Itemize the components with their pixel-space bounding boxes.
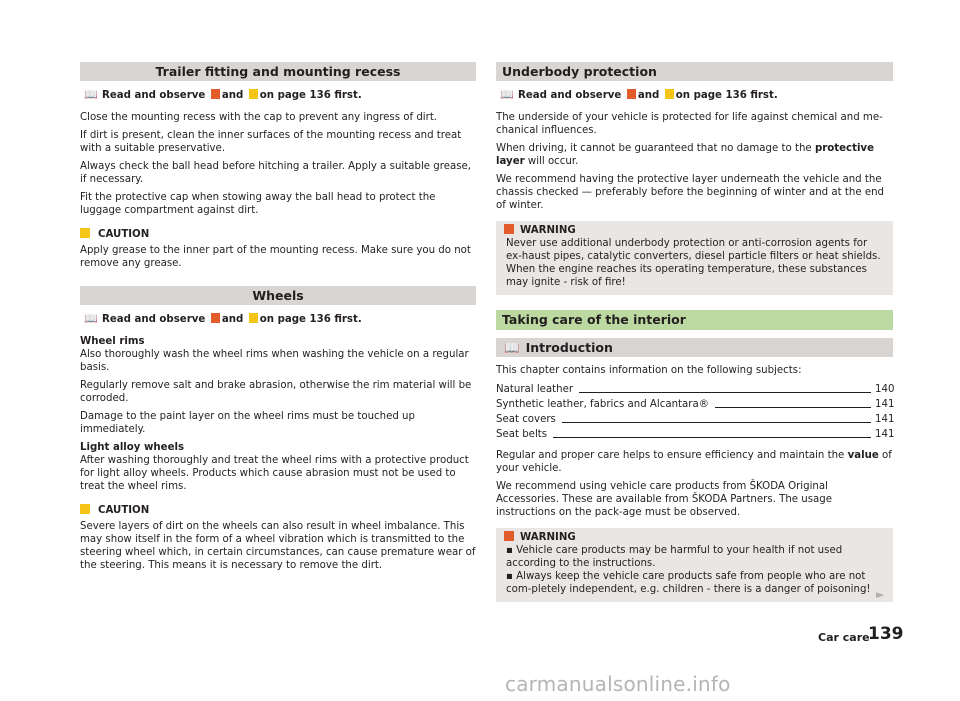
warning-heading: WARNING [504, 531, 885, 544]
caution-icon [80, 504, 90, 514]
caution-text: Severe layers of dirt on the wheels can also result in wheel imbalance. This may show itself in the form of a wheel vibration which is transmitted to the steering wheel which, in certain circumstances, can cause premature wear of the steering. This means it is necessary to remove the dirt. [80, 521, 476, 571]
page-reference-link[interactable]: on page 136 first. [259, 314, 362, 325]
caution-icon[interactable] [665, 89, 674, 99]
footer-section-label: Car care [818, 631, 870, 644]
right-column [496, 62, 893, 602]
subheading-wheel-rims: Wheel rims [80, 336, 145, 347]
page-reference-link[interactable]: on page 136 first. [259, 90, 362, 101]
warning-icon[interactable] [211, 89, 220, 99]
paragraph: Regular and proper care helps to ensure efficiency and maintain the value of your vehicle. [496, 450, 892, 474]
read-observe-text: Read and observe [102, 314, 206, 325]
paragraph: If dirt is present, clean the inner surfaces of the mounting recess and treat with a suitable preservative. [80, 130, 462, 154]
read-observe-line [80, 312, 476, 326]
paragraph: Also thoroughly wash the wheel rims when washing the vehicle on a regular basis. [80, 349, 469, 373]
toc-list [496, 381, 893, 441]
warning-icon[interactable] [211, 313, 220, 323]
toc-item[interactable]: Natural leather 140 [496, 384, 895, 395]
warning-icon [504, 224, 514, 234]
caution-heading [80, 228, 476, 241]
section-title-wheels: Wheels [80, 286, 476, 305]
paragraph: Fit the protective cap when stowing away the ball head to protect the luggage compartment against dirt. [80, 192, 436, 216]
warning-bullet: ▪ Vehicle care products may be harmful to your health if not used according to the instructions. [506, 545, 843, 569]
warning-box [496, 528, 893, 602]
read-observe-line [80, 88, 476, 102]
read-observe-text: Read and observe [518, 90, 622, 101]
read-and-text: and [221, 314, 244, 325]
page-number: 139 [868, 624, 904, 644]
paragraph: The underside of your vehicle is protected for life against chemical and me-chanical influences. [496, 112, 883, 136]
read-and-text: and [221, 90, 244, 101]
paragraph: Always check the ball head before hitching a trailer. Apply a suitable grease, if necessary. [80, 161, 472, 185]
paragraph: We recommend having the protective layer underneath the vehicle and the chassis checked — preferably before the beginning of winter and at the end of winter. [496, 174, 885, 211]
paragraph: When driving, it cannot be guaranteed that no damage to the protective layer will occur. [496, 143, 874, 167]
caution-label: CAUTION [98, 505, 150, 516]
left-column [80, 62, 476, 572]
section-title-trailer: Trailer fitting and mounting recess [80, 62, 476, 81]
paragraph: Regularly remove salt and brake abrasion, otherwise the rim material will be corroded. [80, 380, 472, 404]
book-icon: 📖 [500, 88, 514, 101]
warning-icon[interactable] [627, 89, 636, 99]
warning-bullet: ▪ Always keep the vehicle care products safe from people who are not com-pletely independent, e.g. children - there is a danger of poisoning! [506, 571, 871, 595]
continue-arrow-icon: ► [876, 588, 885, 601]
read-observe-text: Read and observe [102, 90, 206, 101]
section-title-interior: Taking care of the interior [496, 310, 893, 330]
paragraph: Close the mounting recess with the cap to prevent any ingress of dirt. [80, 112, 438, 123]
caution-heading [80, 504, 476, 517]
toc-item[interactable]: Seat covers 141 [496, 414, 895, 425]
book-icon: 📖 [84, 88, 98, 101]
paragraph: We recommend using vehicle care products from ŠKODA Original Accessories. These are available from ŠKODA Partners. The usage instructions on the pack-age must be observed. [496, 481, 833, 518]
warning-text: Never use additional underbody protection or anti-corrosion agents for ex-haust pipes, catalytic converters, diesel particle filters or heat shields. When the engine reaches its operating temperature, these substances may ignite - risk of fire! [506, 238, 881, 288]
toc-item[interactable]: Synthetic leather, fabrics and Alcantara® 141 [496, 399, 895, 410]
book-icon: 📖 [84, 312, 98, 325]
warning-icon [504, 531, 514, 541]
caution-icon[interactable] [249, 89, 258, 99]
warning-heading: WARNING [504, 224, 885, 237]
caution-icon [80, 228, 90, 238]
subsection-title-introduction: 📖 Introduction [496, 338, 893, 357]
read-observe-line [496, 88, 893, 102]
subheading-light-alloy: Light alloy wheels [80, 442, 185, 453]
toc-item[interactable]: Seat belts 141 [496, 429, 895, 440]
caution-label: CAUTION [98, 229, 150, 240]
watermark: carmanualsonline.info [505, 672, 731, 696]
section-title-underbody: Underbody protection [496, 62, 893, 81]
caution-icon[interactable] [249, 313, 258, 323]
warning-box [496, 221, 893, 295]
page-reference-link[interactable]: on page 136 first. [675, 90, 778, 101]
paragraph: Damage to the paint layer on the wheel rims must be touched up immediately. [80, 411, 415, 435]
book-icon: 📖 [504, 340, 520, 355]
caution-text: Apply grease to the inner part of the mounting recess. Make sure you do not remove any grease. [80, 245, 471, 269]
paragraph: After washing thoroughly and treat the wheel rims with a protective product for light alloy wheels. Products which cause abrasion must not be used to treat the wheel rims. [80, 455, 469, 492]
paragraph: This chapter contains information on the following subjects: [496, 365, 802, 376]
read-and-text: and [637, 90, 660, 101]
